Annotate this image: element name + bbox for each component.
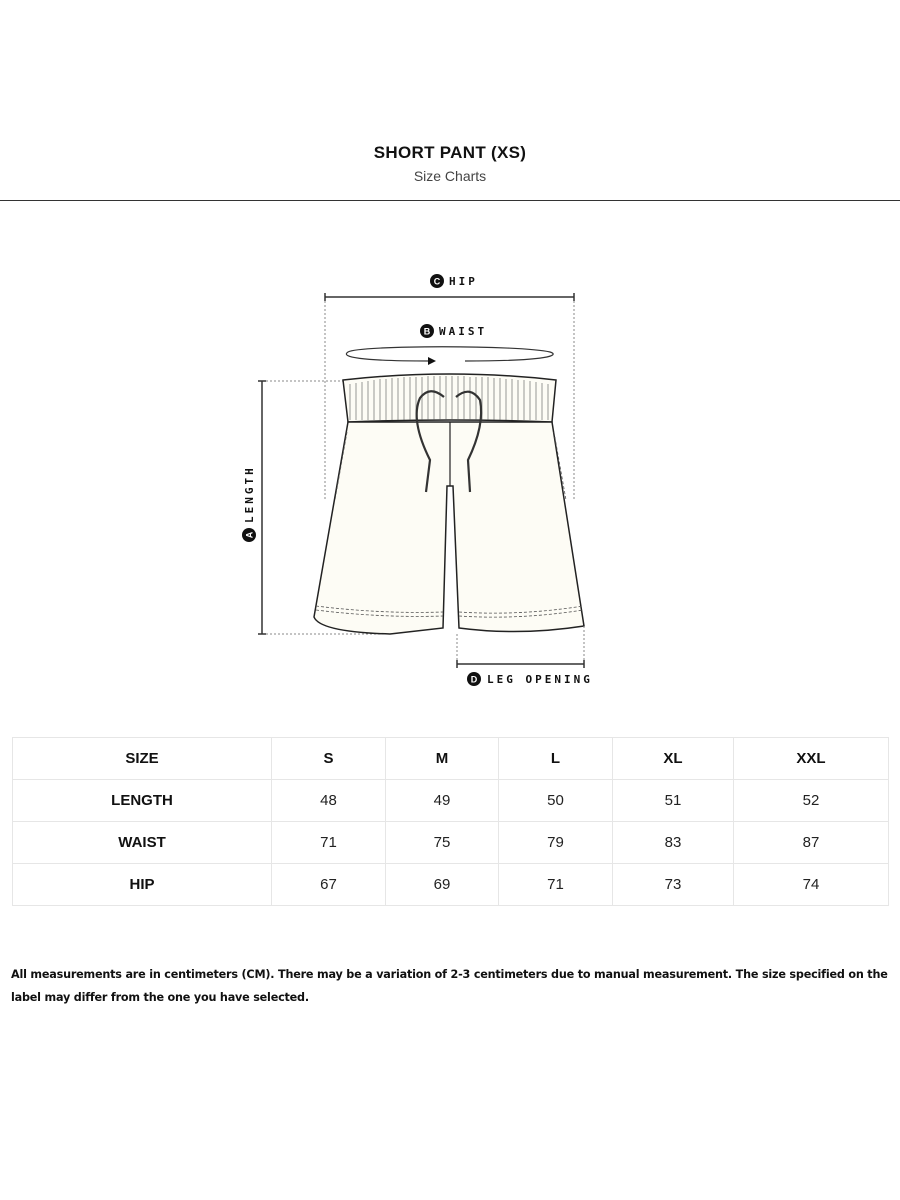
row-label: HIP [13,864,272,906]
table-cell: 87 [734,822,889,864]
table-cell: 75 [386,822,499,864]
header-cell: S [272,738,386,780]
waist-label-text: WAIST [439,325,488,338]
table-cell: 69 [386,864,499,906]
header-divider [0,200,900,201]
table-cell: 83 [613,822,734,864]
waist-badge: B [423,326,431,337]
table-cell: 51 [613,780,734,822]
table-cell: 48 [272,780,386,822]
header-cell: XXL [734,738,889,780]
table-cell: 73 [613,864,734,906]
waist-arrow-icon [428,357,436,365]
row-label: LENGTH [13,780,272,822]
page-header [0,143,900,184]
length-label [242,465,256,542]
table-row [13,822,889,864]
measurement-note: All measurements are in centimeters (CM). There may be a variation of 2-3 centimeters due to manual measurement. The size specified on the label may differ from the one you have selected. [11,968,888,1004]
table-row [13,864,889,906]
table-cell: 79 [499,822,613,864]
table-cell: 67 [272,864,386,906]
shorts-measurement-diagram [230,260,610,700]
page-subtitle: Size Charts [413,168,487,184]
waist-label [420,324,487,338]
header-cell: M [386,738,499,780]
table-cell: 49 [386,780,499,822]
length-badge: A [244,531,255,539]
row-label: WAIST [13,822,272,864]
table-cell: 71 [272,822,386,864]
table-cell: 71 [499,864,613,906]
hip-label [430,274,478,288]
table-cell: 50 [499,780,613,822]
table-header-row [13,738,889,780]
length-label-text: LENGTH [243,465,256,523]
size-table [12,737,889,906]
shorts-illustration [314,374,584,634]
leg-opening-badge: D [470,674,478,685]
leg-opening-label-text: LEG OPENING [487,673,593,686]
header-cell: XL [613,738,734,780]
table-row [13,780,889,822]
hip-badge: C [433,276,441,287]
header-cell: SIZE [13,738,272,780]
header-cell: L [499,738,613,780]
page-title: SHORT PANT (XS) [373,143,527,162]
table-cell: 52 [734,780,889,822]
table-cell: 74 [734,864,889,906]
leg-opening-label [467,672,593,686]
hip-label-text: HIP [449,275,478,288]
